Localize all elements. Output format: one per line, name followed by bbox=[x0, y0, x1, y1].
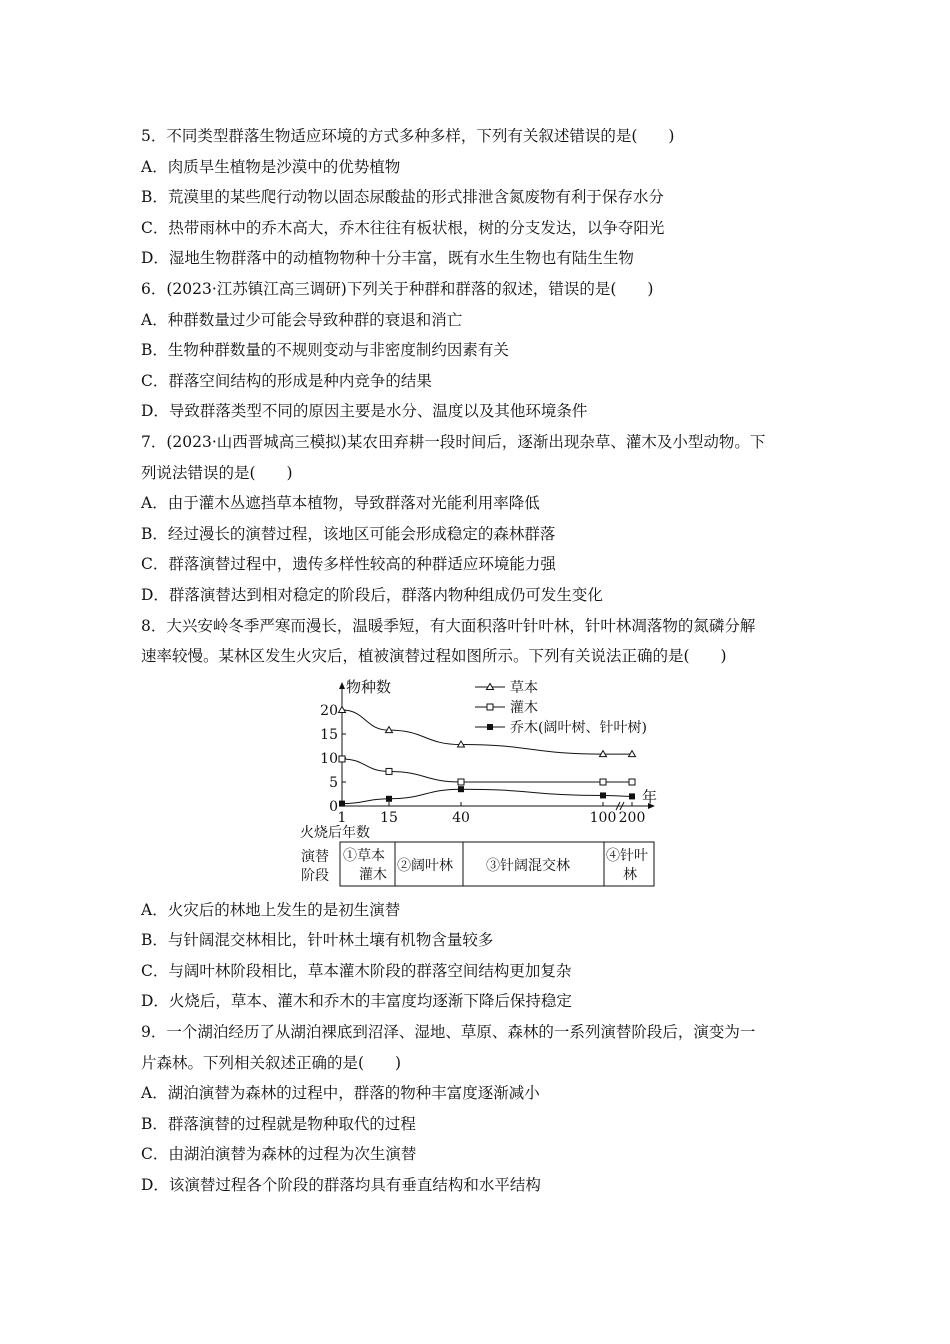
data-point bbox=[339, 756, 345, 762]
data-point bbox=[488, 725, 493, 730]
y-tick-label: 15 bbox=[320, 727, 338, 743]
y-tick-label: 0 bbox=[329, 799, 338, 815]
data-point bbox=[630, 794, 635, 799]
q5-option-b: B．荒漠里的某些爬行动物以固态尿酸盐的形式排泄含氮废物有利于保存水分 bbox=[141, 188, 664, 206]
data-point bbox=[600, 779, 606, 785]
data-point bbox=[487, 704, 493, 710]
q8-option-c: C．与阔叶林阶段相比，草本灌木阶段的群落空间结构更加复杂 bbox=[141, 962, 572, 980]
q9-option-d: D．该演替过程各个阶段的群落均具有垂直结构和水平结构 bbox=[141, 1176, 541, 1194]
q6-option-b: B．生物种群数量的不规则变动与非密度制约因素有关 bbox=[141, 341, 509, 359]
data-point bbox=[340, 801, 345, 806]
q7-stem-line1: 7．(2023·山西晋城高三模拟)某农田弃耕一段时间后，逐渐出现杂草、灌木及小型动物。下 bbox=[141, 433, 766, 451]
q9-option-a: A．湖泊演替为森林的过程中，群落的物种丰富度逐渐减小 bbox=[141, 1084, 540, 1102]
data-point bbox=[387, 796, 392, 801]
x-tick-label: 15 bbox=[380, 810, 398, 826]
y-axis-arrow bbox=[339, 682, 345, 689]
table-row-label: 演替 bbox=[301, 849, 329, 865]
y-tick-label: 20 bbox=[320, 703, 338, 719]
q6-stem: 6．(2023·江苏镇江高三调研)下列关于种群和群落的叙述，错误的是( ) bbox=[141, 280, 654, 298]
x-axis-title: 火烧后年数 bbox=[300, 825, 370, 841]
y-axis-label: 物种数 bbox=[346, 678, 392, 696]
stage-4-line1: ④针叶 bbox=[606, 848, 648, 864]
table-row-label: 阶段 bbox=[301, 868, 329, 884]
data-point bbox=[459, 787, 464, 792]
legend-label: 草本 bbox=[510, 680, 538, 696]
stage-1-line1: ①草本 bbox=[343, 848, 385, 864]
stage-1-line2: 灌木 bbox=[359, 867, 387, 883]
stage-2: ②阔叶林 bbox=[397, 858, 453, 874]
q8-option-d: D．火烧后，草本、灌木和乔木的丰富度均逐渐下降后保持稳定 bbox=[141, 992, 572, 1010]
q5-option-a: A．肉质旱生植物是沙漠中的优势植物 bbox=[141, 158, 401, 176]
y-tick-label: 10 bbox=[320, 751, 338, 767]
q8-option-b: B．与针阔混交林相比，针叶林土壤有机物含量较多 bbox=[141, 931, 494, 949]
data-point bbox=[458, 779, 464, 785]
legend-label: 乔木(阔叶树、针叶树) bbox=[510, 720, 647, 736]
q5-option-d: D．湿地生物群落中的动植物物种十分丰富，既有水生生物也有陆生生物 bbox=[141, 249, 634, 267]
q9-stem-line2: 片森林。下列相关叙述正确的是( ) bbox=[141, 1054, 402, 1072]
x-tick-label: 1 bbox=[337, 810, 347, 826]
stage-4-line2: 林 bbox=[623, 867, 637, 883]
q7-option-d: D．群落演替达到相对稳定的阶段后，群落内物种组成仍可发生变化 bbox=[141, 586, 603, 604]
x-tick-label: 100 bbox=[589, 810, 617, 826]
q9-option-c: C．由湖泊演替为森林的过程为次生演替 bbox=[141, 1145, 417, 1163]
q7-stem-line2: 列说法错误的是( ) bbox=[141, 464, 293, 482]
q7-option-a: A．由于灌木丛遮挡草本植物，导致群落对光能利用率降低 bbox=[141, 494, 540, 512]
x-tick-label: 200 bbox=[618, 810, 646, 826]
q6-option-c: C．群落空间结构的形成是种内竞争的结果 bbox=[141, 372, 432, 390]
q6-option-a: A．种群数量过少可能会导致种群的衰退和消亡 bbox=[141, 311, 463, 329]
stage-3: ③针阔混交林 bbox=[486, 858, 570, 874]
q5-option-c: C．热带雨林中的乔木高大，乔木往往有板状根，树的分支发达，以争夺阳光 bbox=[141, 219, 665, 237]
legend-label: 灌木 bbox=[510, 700, 538, 716]
q9-stem-line1: 9．一个湖泊经历了从湖泊裸底到沼泽、湿地、草原、森林的一系列演替阶段后，演变为一 bbox=[141, 1023, 756, 1041]
q5-stem: 5．不同类型群落生物适应环境的方式多种多样，下列有关叙述错误的是( ) bbox=[141, 127, 675, 145]
q6-option-d: D．导致群落类型不同的原因主要是水分、温度以及其他环境条件 bbox=[141, 402, 588, 420]
data-point bbox=[386, 768, 392, 774]
series-line-2 bbox=[342, 789, 632, 803]
q7-option-b: B．经过漫长的演替过程，该地区可能会形成稳定的森林群落 bbox=[141, 525, 556, 543]
q8-option-a: A．火灾后的林地上发生的是初生演替 bbox=[141, 901, 401, 919]
succession-chart bbox=[270, 672, 690, 892]
x-axis-unit: 年 bbox=[642, 788, 658, 806]
q8-stem-line2: 速率较慢。某林区发生火灾后，植被演替过程如图所示。下列有关说法正确的是( ) bbox=[141, 647, 727, 665]
q7-option-c: C．群落演替过程中，遗传多样性较高的种群适应环境能力强 bbox=[141, 555, 556, 573]
x-tick-label: 40 bbox=[452, 810, 470, 826]
stage-table bbox=[301, 842, 654, 886]
y-tick-label: 5 bbox=[329, 775, 338, 791]
q8-stem-line1: 8．大兴安岭冬季严寒而漫长，温暖季短，有大面积落叶针叶林，针叶林凋落物的氮磷分解 bbox=[141, 617, 756, 635]
data-point bbox=[601, 793, 606, 798]
data-point bbox=[629, 779, 635, 785]
q9-option-b: B．群落演替的过程就是物种取代的过程 bbox=[141, 1115, 416, 1133]
